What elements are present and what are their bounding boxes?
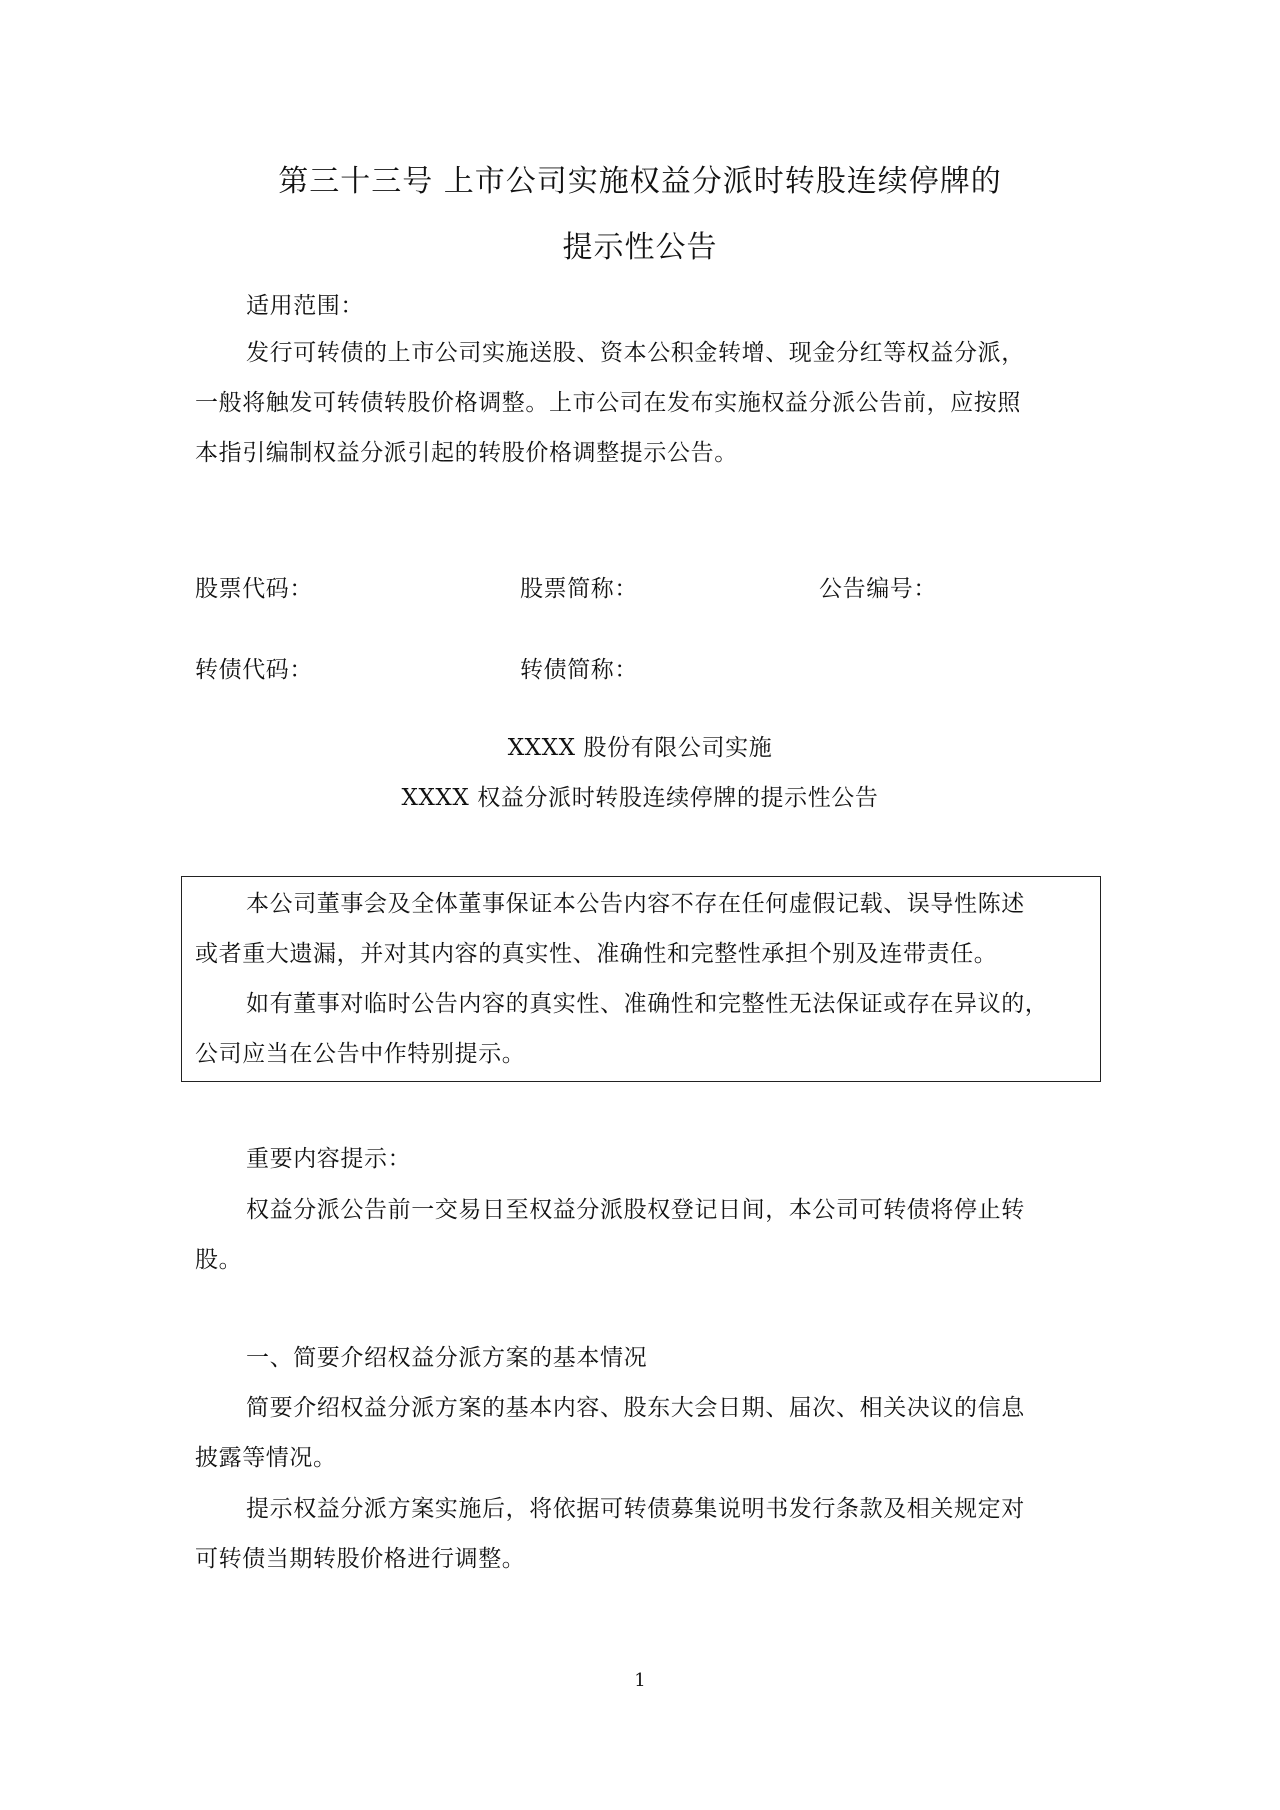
disclaimer-line-3: 如有董事对临时公告内容的真实性、准确性和完整性无法保证或存在异议的， xyxy=(246,991,1049,1017)
section-1-heading: 一、简要介绍权益分派方案的基本情况 xyxy=(246,1345,648,1371)
field-bond-code: 转债代码： xyxy=(195,657,313,683)
disclaimer-line-2: 或者重大遗漏，并对其内容的真实性、准确性和完整性承担个别及连带责任。 xyxy=(195,941,998,967)
disclaimer-line-4: 公司应当在公告中作特别提示。 xyxy=(195,1041,526,1067)
section-1-para-2-line-2: 可转债当期转股价格进行调整。 xyxy=(195,1546,526,1572)
field-bond-abbr: 转债简称： xyxy=(520,657,638,683)
section-1-para-1-line-1: 简要介绍权益分派方案的基本内容、股东大会日期、届次、相关决议的信息 xyxy=(246,1395,1025,1421)
document-title-line-1: 第三十三号 上市公司实施权益分派时转股连续停牌的 xyxy=(278,164,1002,199)
important-line-2: 股。 xyxy=(195,1247,243,1273)
document-title-line-2: 提示性公告 xyxy=(562,230,718,265)
scope-line-1: 发行可转债的上市公司实施送股、资本公积金转增、现金分红等权益分派， xyxy=(246,340,1025,366)
notice-subtitle-line-2: XXXX 权益分派时转股连续停牌的提示性公告 xyxy=(401,785,879,811)
important-label: 重要内容提示： xyxy=(246,1146,412,1172)
field-notice-no: 公告编号： xyxy=(819,576,937,602)
scope-label: 适用范围： xyxy=(246,293,364,319)
field-stock-abbr: 股票简称： xyxy=(520,576,638,602)
scope-line-3: 本指引编制权益分派引起的转股价格调整提示公告。 xyxy=(195,440,738,466)
section-1-para-2-line-1: 提示权益分派方案实施后，将依据可转债募集说明书发行条款及相关规定对 xyxy=(246,1496,1025,1522)
section-1-para-1-line-2: 披露等情况。 xyxy=(195,1445,337,1471)
important-line-1: 权益分派公告前一交易日至权益分派股权登记日间，本公司可转债将停止转 xyxy=(246,1197,1025,1223)
notice-subtitle-line-1: XXXX 股份有限公司实施 xyxy=(507,735,773,761)
page-number: 1 xyxy=(634,1670,646,1691)
scope-line-2: 一般将触发可转债转股价格调整。上市公司在发布实施权益分派公告前，应按照 xyxy=(195,390,1021,416)
disclaimer-line-1: 本公司董事会及全体董事保证本公告内容不存在任何虚假记载、误导性陈述 xyxy=(246,891,1025,917)
field-stock-code: 股票代码： xyxy=(195,576,313,602)
